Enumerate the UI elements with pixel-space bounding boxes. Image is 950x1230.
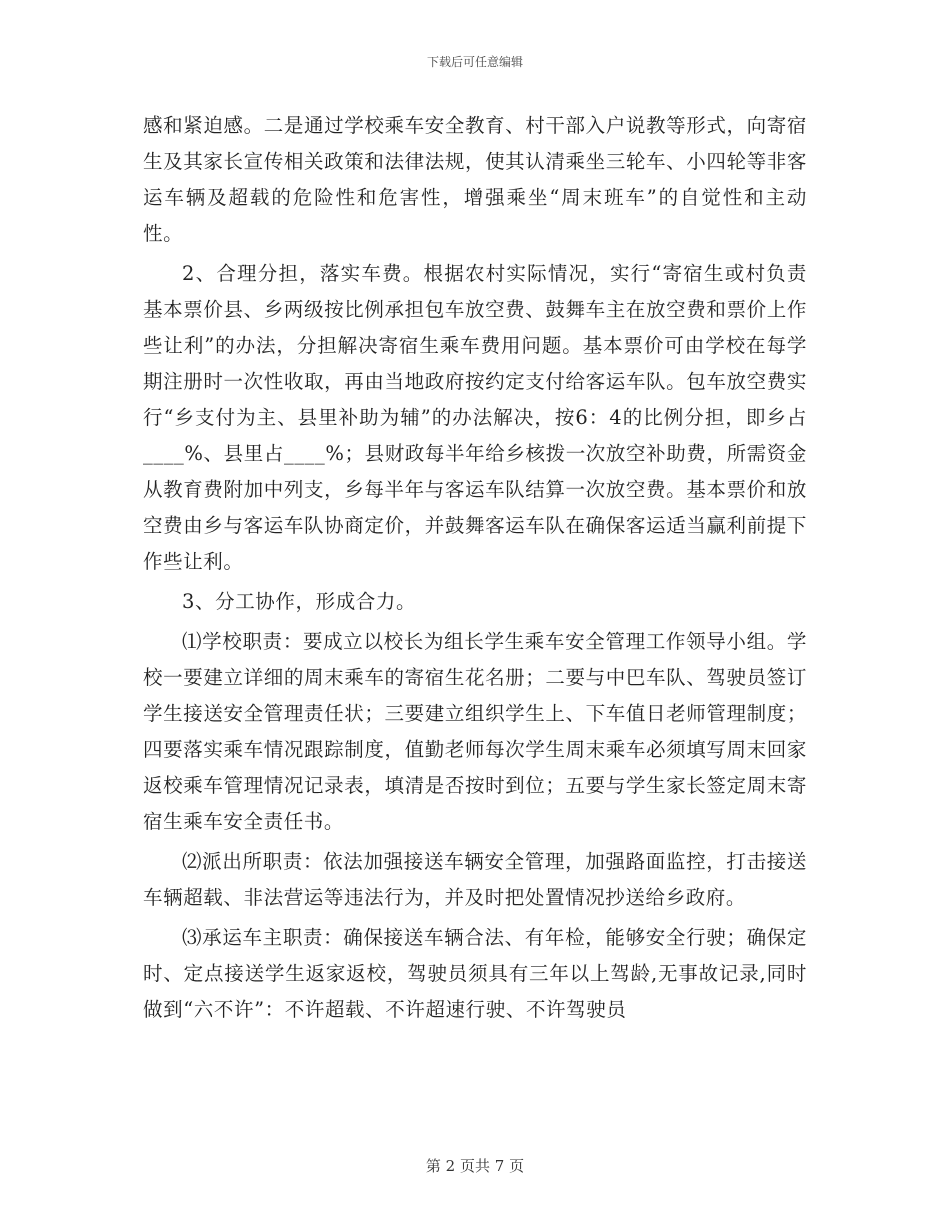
paragraph-continuation: 感和紧迫感。二是通过学校乘车安全教育、村干部入户说教等形式，向寄宿生及其家长宣传相关政策和法律法规，使其认清乘坐三轮车、小四轮等非客运车辆及超载的危险性和危害性，增强乘坐“周末班车”的自觉性和主动性。 xyxy=(143,114,807,245)
paragraph-school-duties: ⑴学校职责：要成立以校长为组长学生乘车安全管理工作领导小组。学校一要建立详细的周末乘车的寄宿生花名册；二要与中巴车队、驾驶员签订学生接送安全管理责任状；三要建立组织学生上、下车值日老师管理制度；四要落实乘车情况跟踪制度，值勤老师每次学生周末乘车必须填写周末回家返校乘车管理情况记录表，填清是否按时到位；五要与学生家长签定周末寄宿生乘车安全责任书。 xyxy=(143,630,807,833)
paragraph-section-2: 2、合理分担，落实车费。根据农村实际情况，实行“寄宿生或村负责基本票价县、乡两级按比例承担包车放空费、鼓舞车主在放空费和票价上作些让利”的办法，分担解决寄宿生乘车费用问题。基本票价可由学校在每学期注册时一次性收取，再由当地政府按约定支付给客运车队。包车放空费实行“乡支付为主、县里补助为辅”的办法解决，按6：4的比例分担，即乡占____%、县里占____%；县财政每半年给乡核拨一次放空补助费，所需资金从教育费附加中列支，乡每半年与客运车队结算一次放空费。基本票价和放空费由乡与客运车队协商定价，并鼓舞客运车队在确保客运适当赢利前提下作些让利。 xyxy=(143,262,807,573)
paragraph-carrier-duties: ⑶承运车主职责：确保接送车辆合法、有年检，能够安全行驶；确保定时、定点接送学生返家返校，驾驶员须具有三年以上驾龄,无事故记录,同时做到“六不许”：不许超载、不许超速行驶、不许驾驶员 xyxy=(143,926,807,1021)
document-body xyxy=(143,108,807,1028)
paragraph-section-3-heading: 3、分工协作，形成合力。 xyxy=(182,590,417,613)
page-footer: 第 2 页共 7 页 xyxy=(425,1157,525,1175)
paragraph-police-duties: ⑵派出所职责：依法加强接送车辆安全管理，加强路面监控，打击接送车辆超载、非法营运等违法行为，并及时把处置情况抄送给乡政府。 xyxy=(143,850,807,909)
page-header: 下载后可任意编辑 xyxy=(426,55,523,69)
